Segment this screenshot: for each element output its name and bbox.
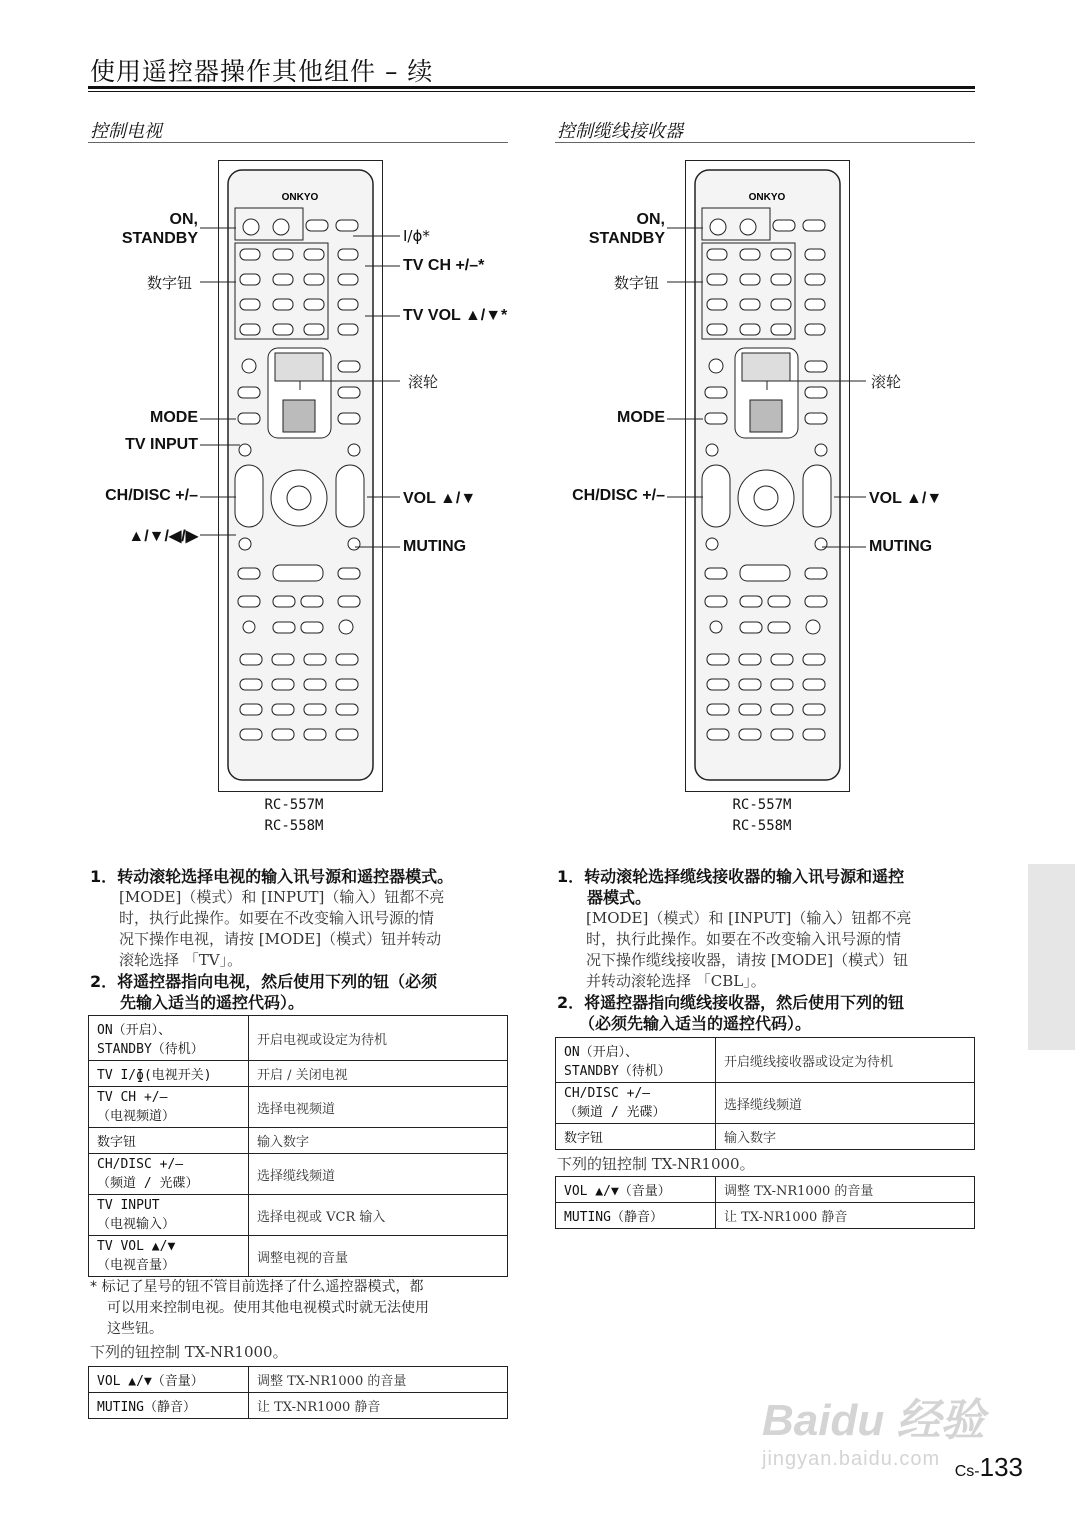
callout-tv-input: TV INPUT: [125, 436, 198, 453]
table-row: [89, 1128, 508, 1154]
table-key: ON（开启）、 STANDBY（待机）: [556, 1038, 716, 1083]
table-key: CH/DISC +/– （频道 / 光碟）: [89, 1154, 249, 1195]
table-row: [556, 1124, 975, 1150]
step-1-heading: 1．转动滚轮选择缆线接收器的输入讯号源和遥控 器模式。: [557, 867, 905, 907]
callout-on: ON,: [169, 211, 198, 228]
page-number: Cs-133: [954, 1452, 1023, 1482]
callout-standby: STANDBY: [121, 230, 198, 247]
callout-tv-vol: TV VOL ▲/▼*: [403, 307, 508, 324]
callout-standby: STANDBY: [588, 230, 665, 247]
callout-vol: VOL ▲/▼: [403, 490, 477, 507]
function-table-cable: [555, 1037, 975, 1150]
callout-ch-disc: CH/DISC +/–: [105, 487, 198, 504]
table-row: [89, 1016, 508, 1061]
asterisk-note: * 标记了星号的钮不管目前选择了什么遥控器模式，都 可以用来控制电视。使用其他电视模式时就无法使用 这些钮。: [90, 1279, 429, 1337]
table-row: [89, 1061, 508, 1087]
page-title: 使用遥控器操作其他组件 – 续: [90, 57, 434, 86]
callout-vol: VOL ▲/▼: [869, 490, 943, 507]
table-value: 选择电视或 VCR 输入: [249, 1195, 508, 1236]
table-key: MUTING（静音）: [556, 1203, 716, 1229]
amp-intro: 下列的钮控制 TX-NR1000。: [90, 1343, 288, 1361]
table-key: CH/DISC +/– （频道 / 光碟）: [556, 1083, 716, 1124]
table-value: 选择缆线频道: [249, 1154, 508, 1195]
table-row: [89, 1367, 508, 1393]
table-key: VOL ▲/▼（音量）: [556, 1177, 716, 1203]
table-value: 输入数字: [249, 1128, 508, 1154]
callout-arrows: ▲/▼/◀/▶: [128, 528, 198, 545]
table-row: [89, 1195, 508, 1236]
table-row: [89, 1154, 508, 1195]
table-value: 输入数字: [716, 1124, 975, 1150]
callout-tv-power: I/ɸ*: [403, 227, 430, 245]
step-2-heading: 2．将遥控器指向电视，然后使用下列的钮（必须 先输入适当的遥控代码）。: [90, 972, 438, 1012]
table-key: ON（开启）、 STANDBY（待机）: [89, 1016, 249, 1061]
table-value: 调整 TX-NR1000 的音量: [249, 1367, 508, 1393]
table-value: 选择缆线频道: [716, 1083, 975, 1124]
amp-intro: 下列的钮控制 TX-NR1000。: [557, 1155, 755, 1173]
side-tab: [1028, 864, 1075, 1050]
table-key: 数字钮: [89, 1128, 249, 1154]
section-title-cable: 控制缆线接收器: [557, 121, 683, 142]
callout-muting: MUTING: [403, 538, 467, 555]
table-value: 开启电视或设定为待机: [249, 1016, 508, 1061]
callout-muting: MUTING: [869, 538, 933, 555]
step-1-body: [MODE]（模式）和 [INPUT]（输入）钮都不亮 时，执行此操作。如要在不改变输入讯号源的情 况下操作电视，请按 [MODE]（模式）钮并转动 滚轮选择 「TV」。: [119, 888, 445, 969]
step-2-heading: 2．将遥控器指向缆线接收器，然后使用下列的钮 （必须先输入适当的遥控代码）。: [557, 993, 905, 1033]
function-table-tv: [88, 1015, 508, 1277]
model-label: RC-558M: [732, 818, 792, 834]
model-label: RC-557M: [264, 797, 324, 813]
table-value: 选择电视频道: [249, 1087, 508, 1128]
table-row: [89, 1087, 508, 1128]
step-1-body: [MODE]（模式）和 [INPUT]（输入）钮都不亮 时，执行此操作。如要在不改变输入讯号源的情 况下操作缆线接收器，请按 [MODE]（模式）钮 并转动滚轮选择 「CBL」。: [586, 909, 912, 990]
table-row: [556, 1177, 975, 1203]
callout-number-buttons: 数字钮: [146, 274, 192, 292]
table-key: 数字钮: [556, 1124, 716, 1150]
watermark: Baidu 经验 jingyan.baidu.com: [762, 1396, 985, 1470]
table-row: [89, 1236, 508, 1277]
table-row: [556, 1203, 975, 1229]
table-key: TV I/ɸ(电视开关): [89, 1061, 249, 1087]
brand-logo: ONKYO: [281, 192, 319, 203]
table-key: VOL ▲/▼（音量）: [89, 1367, 249, 1393]
callout-wheel: 滚轮: [871, 373, 902, 391]
step-1-heading: 1．转动滚轮选择电视的输入讯号源和遥控器模式。: [90, 867, 454, 886]
table-value: 开启缆线接收器或设定为待机: [716, 1038, 975, 1083]
table-key: MUTING（静音）: [89, 1393, 249, 1419]
table-value: 让 TX-NR1000 静音: [249, 1393, 508, 1419]
callout-mode: MODE: [150, 409, 198, 426]
table-key: TV CH +/– （电视频道）: [89, 1087, 249, 1128]
amp-table-cable: [555, 1176, 975, 1229]
table-key: TV VOL ▲/▼ （电视音量）: [89, 1236, 249, 1277]
callout-wheel: 滚轮: [408, 373, 439, 391]
table-value: 调整电视的音量: [249, 1236, 508, 1277]
callout-ch-disc: CH/DISC +/–: [572, 487, 665, 504]
table-key: TV INPUT （电视输入）: [89, 1195, 249, 1236]
callout-tv-ch: TV CH +/–*: [403, 257, 485, 274]
table-row: [89, 1393, 508, 1419]
table-value: 让 TX-NR1000 静音: [716, 1203, 975, 1229]
callout-mode: MODE: [617, 409, 665, 426]
brand-logo: ONKYO: [748, 192, 786, 203]
callout-on: ON,: [636, 211, 665, 228]
table-value: 开启 / 关闭电视: [249, 1061, 508, 1087]
table-value: 调整 TX-NR1000 的音量: [716, 1177, 975, 1203]
section-title-tv: 控制电视: [90, 121, 162, 142]
table-row: [556, 1038, 975, 1083]
model-label: RC-558M: [264, 818, 324, 834]
table-row: [556, 1083, 975, 1124]
amp-table-tv: [88, 1366, 508, 1419]
callout-number-buttons: 数字钮: [613, 274, 659, 292]
model-label: RC-557M: [732, 797, 792, 813]
